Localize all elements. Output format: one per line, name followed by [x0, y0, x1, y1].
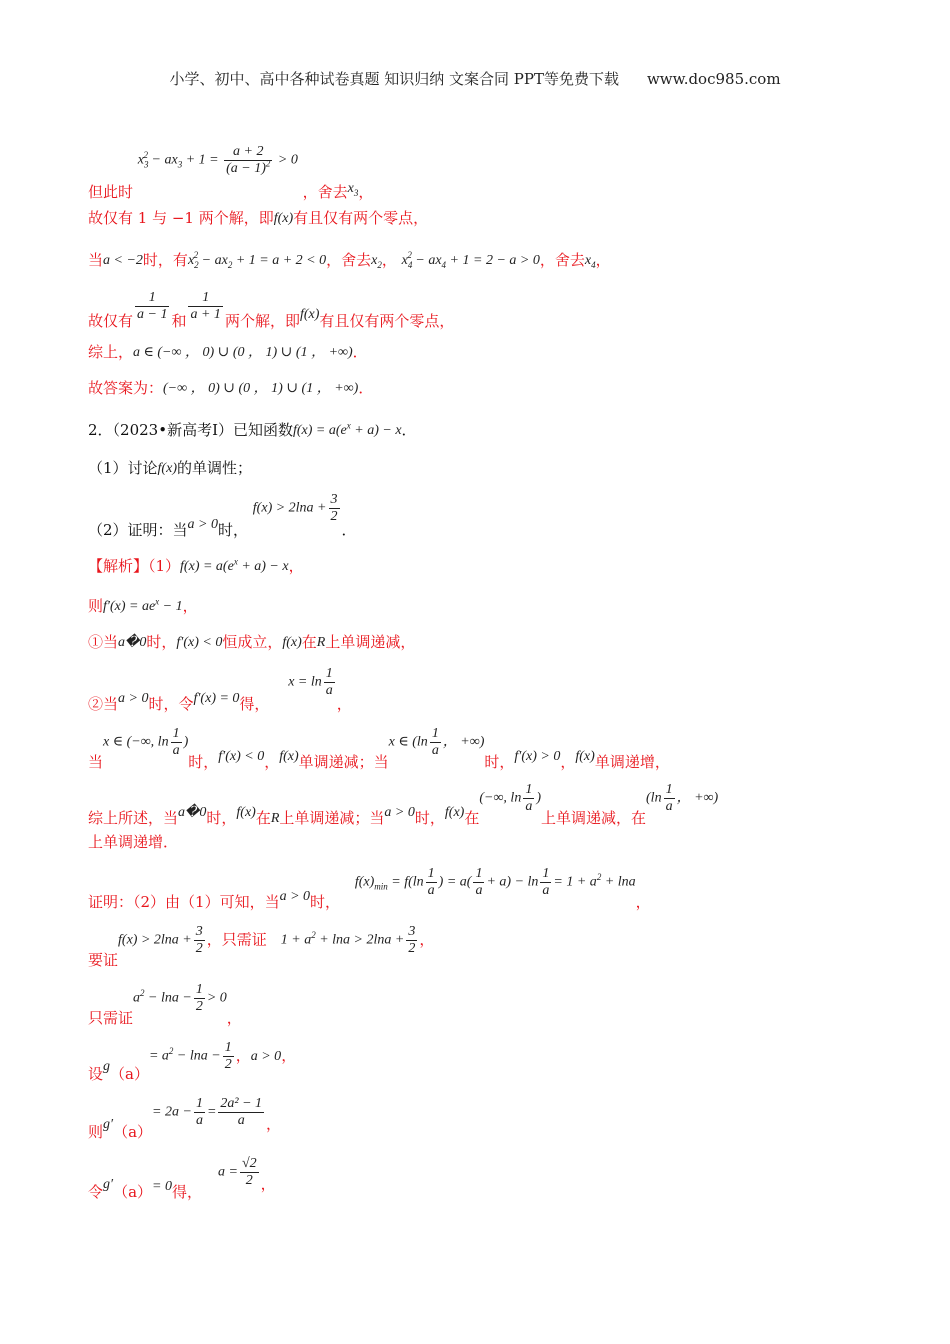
solution-line-4: ②当a > 0时，令f′(x) = 0得， x = ln $\frac{1}{a}$ ， [88, 666, 352, 713]
line-4: 故仅有 $\frac{1}{a - 1}$ 和 $\frac{1}{a + 1}$ 两个解，即f(x)有且仅有两个零点， [88, 290, 455, 330]
header-url: www.doc985.com [646, 70, 781, 88]
proof-line-1: 证明：（2）由（1）可知，当a > 0时， $f(x)_{min} = f(\ln$ $\frac{1}{a}$ ) = a( $\frac{1}{a}$ + a) − ln $\frac{1}{a}$ = $1 + a^2 + \ln a$， [88, 866, 651, 911]
question-2-part-1: （1）讨论f(x)的单调性； [88, 459, 252, 477]
line-3: 当a < −2时，有$x_2^2 - ax_2 + 1 = a + 2 < 0$，舍去$x_2$， $x_4^2 - ax_4 + 1 = 2 - a > 0$，舍去$x_4$， [88, 250, 611, 270]
math-expr: $x_3^2 - ax_3 + 1$ = $\frac{a + 2}{(a - 1)^2}$ > 0 [137, 144, 298, 176]
proof-line-3: 只需证$a^2 - \ln a$ − $\frac{1}{2}$ > 0， [88, 982, 242, 1027]
line-5: 综上，a ∈ (−∞ ， 0) ∪ (0 ， 1) ∪ (1 ， +∞)． [88, 343, 368, 361]
page-header [0, 68, 950, 89]
solution-line-3: ①当a�0时，f′(x) < 0恒成立，f(x)在R上单调递减， [88, 633, 416, 651]
solution-line-2: 则$f'(x) = ae^x - 1$， [88, 596, 198, 615]
proof-line-6: 令g′（a）= 0得，a = $\frac{√2}{2}$ ， [88, 1156, 276, 1201]
solution-line-5: 当x ∈ (−∞, ln $\frac{1}{a}$ )时，f′(x) < 0，f(x)单调递减；当x ∈ (ln $\frac{1}{a}$ ， +∞)时，f′(x) > 0，f(x)单调递增， [88, 726, 670, 771]
solution-line-7: 上单调递增． [88, 833, 179, 851]
text: 但此时 [88, 182, 134, 201]
line-1: 但此时 $x_3^2 - ax_3 + 1$ = $\frac{a + 2}{(a - 1)^2}$ > 0 ，舍去$x_3$， [88, 144, 374, 201]
question-2: 2．（2023•新高考Ⅰ）已知函数$f(x) = a(e^x + a) - x$． [88, 420, 417, 439]
solution-line-1: 【解析】$(1)f(x) = a(e^x + a) - x$， [88, 556, 304, 575]
solution-line-6: 综上所述，当a�0时，f(x)在R上单调递减；当a > 0时，f(x)在(−∞, ln $\frac{1}{a}$ )上单调递减，在(ln $\frac{1}{a}$ ， +∞) [88, 782, 719, 827]
proof-line-2: 要证f(x) > 2lna + $\frac{3}{2}$ ，只需证 $1 + a^2 + \ln a > 2\ln a$ + $\frac{3}{2}$ ， [88, 924, 435, 969]
header-text: 小学、初中、高中各种试卷真题 知识归纳 文案合同 PPT等免费下载 [169, 70, 619, 88]
math-x3: $x_3$ [347, 180, 359, 198]
text: ，舍去 [302, 182, 348, 201]
line-2: 故仅有 1 与 −1 两个解，即f(x)有且仅有两个零点， [88, 209, 429, 227]
question-2-part-2: （2）证明：当a > 0时， f(x) > 2lna + $\frac{3}{2}$ ． [88, 492, 357, 539]
proof-line-4: 设$g(a)= a^2 - \ln a$ − $\frac{1}{2}$ ，a > 0， [88, 1040, 297, 1083]
proof-line-5: 则g′（a）= 2a − $\frac{1}{a}$ = $\frac{\text{2a² − 1}}{a}$ ， [88, 1096, 282, 1141]
line-6: 故答案为：(−∞ ， 0) ∪ (0 ， 1) ∪ (1 ， +∞)． [88, 379, 374, 397]
